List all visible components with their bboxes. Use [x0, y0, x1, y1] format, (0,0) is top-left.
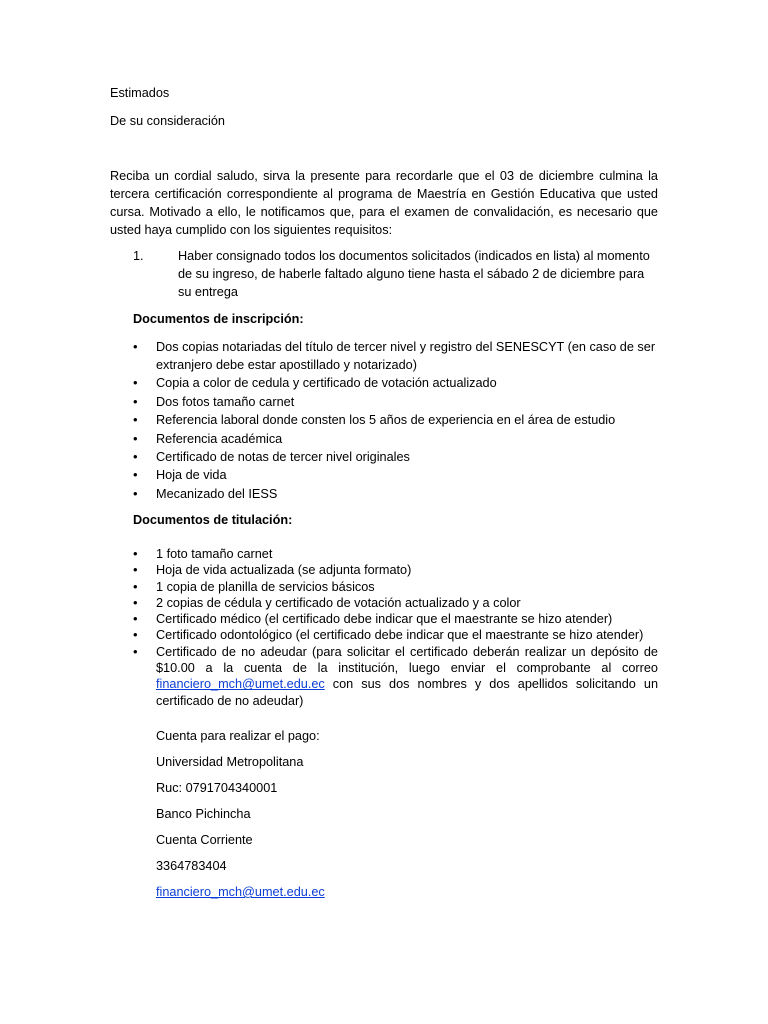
numbered-item — [110, 247, 658, 301]
titulacion-list — [133, 546, 658, 709]
list-item-text: 1 foto tamaño carnet — [156, 547, 273, 561]
list-item — [133, 374, 658, 392]
list-item — [133, 562, 658, 578]
bullet-icon: • — [133, 643, 138, 659]
account-email-link[interactable]: financiero_mch@umet.edu.ec — [156, 885, 325, 899]
bullet-icon: • — [133, 546, 138, 561]
bullet-icon: • — [133, 467, 138, 483]
account-intro: Cuenta para realizar el pago: — [156, 729, 320, 743]
list-item — [133, 393, 658, 411]
bullet-icon: • — [133, 448, 138, 464]
bullet-icon: • — [133, 339, 138, 354]
list-item-text: Dos copias notariadas del título de tercer nivel y registro del SENESCYT (en caso de ser extranjero debe estar apostillado y notarizado) — [156, 340, 656, 372]
bullet-icon: • — [133, 485, 138, 501]
list-item-text: Hoja de vida — [156, 468, 227, 483]
list-item-text: Certificado odontológico (el certificado debe indicar que el maestrante se hizo atender) — [156, 628, 644, 643]
list-item-text: Mecanizado del IESS — [156, 486, 278, 501]
no-adeudar-text-after: con sus dos nombres y dos apellidos solicitando un certificado de no adeudar) — [156, 677, 658, 708]
account-email-line — [156, 883, 325, 901]
list-item-text: Certificado de notas de tercer nivel originales — [156, 449, 410, 464]
account-type: Cuenta Corriente — [156, 833, 253, 847]
account-ruc: Ruc: 0791704340001 — [156, 781, 278, 795]
bullet-icon: • — [133, 375, 138, 391]
list-item-text: Referencia académica — [156, 431, 283, 446]
account-institution: Universidad Metropolitana — [156, 755, 304, 769]
list-item — [133, 627, 658, 643]
list-item — [133, 546, 658, 562]
greeting-line-2: De su consideración — [110, 114, 225, 128]
list-item — [133, 466, 658, 484]
list-item — [133, 411, 658, 429]
inscripcion-heading: Documentos de inscripción: — [133, 312, 304, 326]
bullet-icon: • — [133, 611, 138, 627]
bullet-icon: • — [133, 578, 138, 594]
bullet-icon: • — [133, 412, 138, 428]
inscripcion-list — [133, 338, 658, 503]
list-item-text: 2 copias de cédula y certificado de votación actualizado y a color — [156, 595, 521, 610]
titulacion-heading: Documentos de titulación: — [133, 513, 293, 527]
list-item-text: Dos fotos tamaño carnet — [156, 394, 295, 409]
bullet-icon: • — [133, 594, 138, 610]
list-item-text: Certificado médico (el certificado debe indicar que el maestrante se hizo atender) — [156, 612, 613, 627]
bullet-icon: • — [133, 562, 138, 578]
bullet-icon: • — [133, 393, 138, 409]
account-bank: Banco Pichincha — [156, 807, 251, 821]
list-item — [133, 448, 658, 466]
list-item-text: Copia a color de cedula y certificado de votación actualizado — [156, 376, 497, 391]
list-item — [133, 595, 658, 611]
list-item — [133, 579, 658, 595]
numbered-item-number: 1. — [133, 249, 144, 263]
list-item — [133, 485, 658, 503]
account-number: 3364783404 — [156, 859, 227, 873]
list-item — [133, 644, 658, 709]
list-item-text: Referencia laboral donde consten los 5 años de experiencia en el área de estudio — [156, 413, 616, 428]
list-item — [133, 338, 658, 374]
no-adeudar-text-before: Certificado de no adeudar (para solicitar el certificado deberán realizar un depósito de $10.00 a la cuenta de la institución, luego enviar el comprobante al correo — [156, 644, 658, 676]
list-item — [133, 611, 658, 627]
list-item-text: 1 copia de planilla de servicios básicos — [156, 579, 375, 594]
bullet-icon: • — [133, 430, 138, 446]
list-item — [133, 430, 658, 448]
no-adeudar-email-link[interactable]: financiero_mch@umet.edu.ec — [156, 677, 325, 692]
bullet-icon: • — [133, 627, 138, 643]
numbered-item-text: Haber consignado todos los documentos solicitados (indicados en lista) al momento de su ingreso, de haberle faltado alguno tiene hasta el sábado 2 de diciembre para su entrega — [178, 249, 650, 299]
greeting-line-1: Estimados — [110, 86, 170, 100]
list-item-text: Hoja de vida actualizada (se adjunta formato) — [156, 563, 412, 578]
intro-paragraph: Reciba un cordial saludo, sirva la presente para recordarle que el 03 de diciembre culmina la tercera certificación correspondiente al programa de Maestría en Gestión Educativa que usted cursa. Motivado a ello, le notificamos que, para el examen de convalidación, es necesario que usted haya cumplido con los siguientes requisitos: — [110, 169, 658, 237]
